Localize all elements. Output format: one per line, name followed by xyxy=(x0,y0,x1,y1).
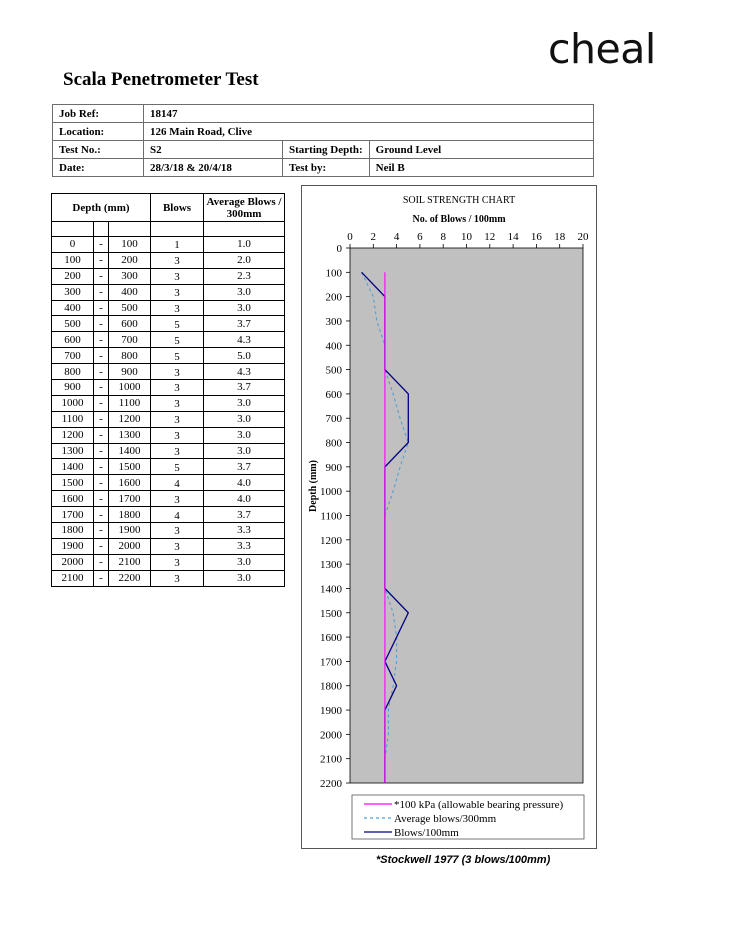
row-depth-to: 1500 xyxy=(109,459,151,475)
row-depth-to: 100 xyxy=(109,237,151,253)
blows-table-spacer xyxy=(52,222,285,237)
job-ref-label: Job Ref: xyxy=(53,105,144,123)
y-tick-label: 2100 xyxy=(320,753,342,766)
y-tick-label: 700 xyxy=(325,413,342,426)
row-depth-to: 200 xyxy=(109,252,151,268)
row-average: 4.3 xyxy=(204,332,285,348)
x-axis-ticks xyxy=(347,231,589,248)
test-no-label: Test No.: xyxy=(53,141,144,159)
row-depth-from: 1600 xyxy=(52,491,94,507)
row-depth-to: 2200 xyxy=(109,570,151,586)
row-blows: 3 xyxy=(151,523,204,539)
table-row xyxy=(52,507,285,523)
blows-table xyxy=(51,193,285,587)
row-average: 3.0 xyxy=(204,300,285,316)
row-depth-from: 500 xyxy=(52,316,94,332)
row-average: 3.0 xyxy=(204,411,285,427)
row-depth-to: 500 xyxy=(109,300,151,316)
x-tick-label: 8 xyxy=(440,231,446,243)
row-average: 5.0 xyxy=(204,348,285,364)
test-info-table xyxy=(52,104,594,177)
header-average: Average Blows / 300mm xyxy=(204,194,285,222)
row-average: 4.0 xyxy=(204,491,285,507)
table-row xyxy=(52,443,285,459)
row-blows: 1 xyxy=(151,237,204,253)
x-tick-label: 20 xyxy=(577,231,589,243)
row-depth-to: 1300 xyxy=(109,427,151,443)
row-depth-to: 1700 xyxy=(109,491,151,507)
row-depth-from: 800 xyxy=(52,364,94,380)
row-blows: 3 xyxy=(151,538,204,554)
blows-table-header xyxy=(52,194,285,222)
row-dash: - xyxy=(94,411,109,427)
starting-depth-value: Ground Level xyxy=(369,141,593,159)
row-depth-to: 1000 xyxy=(109,380,151,396)
x-tick-label: 4 xyxy=(393,231,400,243)
job-ref-value: 18147 xyxy=(144,105,594,123)
x-tick-label: 0 xyxy=(347,231,353,243)
x-tick-label: 6 xyxy=(417,231,423,243)
row-dash: - xyxy=(94,427,109,443)
row-dash: - xyxy=(94,507,109,523)
row-depth-to: 700 xyxy=(109,332,151,348)
table-row xyxy=(52,427,285,443)
table-row xyxy=(52,395,285,411)
starting-depth-label: Starting Depth: xyxy=(283,141,370,159)
row-depth-to: 1600 xyxy=(109,475,151,491)
row-average: 1.0 xyxy=(204,237,285,253)
row-dash: - xyxy=(94,252,109,268)
row-depth-from: 1000 xyxy=(52,395,94,411)
row-depth-from: 400 xyxy=(52,300,94,316)
table-row xyxy=(52,237,285,253)
y-tick-label: 400 xyxy=(325,340,342,353)
table-row xyxy=(52,348,285,364)
row-average: 3.0 xyxy=(204,554,285,570)
table-row xyxy=(52,570,285,586)
row-depth-to: 600 xyxy=(109,316,151,332)
x-tick-label: 18 xyxy=(554,231,566,243)
row-dash: - xyxy=(94,268,109,284)
row-blows: 3 xyxy=(151,252,204,268)
table-row xyxy=(52,364,285,380)
row-blows: 4 xyxy=(151,507,204,523)
row-depth-from: 100 xyxy=(52,252,94,268)
row-depth-from: 600 xyxy=(52,332,94,348)
row-blows: 3 xyxy=(151,268,204,284)
row-dash: - xyxy=(94,380,109,396)
table-row xyxy=(52,538,285,554)
row-blows: 5 xyxy=(151,316,204,332)
row-depth-to: 800 xyxy=(109,348,151,364)
row-dash: - xyxy=(94,316,109,332)
row-average: 3.7 xyxy=(204,380,285,396)
test-no-value: S2 xyxy=(144,141,283,159)
x-tick-label: 16 xyxy=(530,231,542,243)
row-depth-from: 1300 xyxy=(52,443,94,459)
table-row xyxy=(52,268,285,284)
row-blows: 5 xyxy=(151,348,204,364)
table-row xyxy=(52,411,285,427)
y-tick-label: 1200 xyxy=(320,534,342,547)
row-depth-from: 1900 xyxy=(52,538,94,554)
y-tick-label: 1900 xyxy=(320,705,342,718)
row-depth-from: 700 xyxy=(52,348,94,364)
location-value: 126 Main Road, Clive xyxy=(144,123,594,141)
row-average: 4.3 xyxy=(204,364,285,380)
y-tick-label: 2000 xyxy=(320,729,342,742)
y-tick-label: 1100 xyxy=(320,510,342,523)
y-tick-label: 1500 xyxy=(320,607,342,620)
row-depth-to: 400 xyxy=(109,284,151,300)
row-depth-to: 1400 xyxy=(109,443,151,459)
row-blows: 3 xyxy=(151,395,204,411)
x-tick-label: 14 xyxy=(507,231,519,243)
y-tick-label: 300 xyxy=(325,315,342,328)
info-row-location xyxy=(53,123,594,141)
row-blows: 5 xyxy=(151,332,204,348)
table-row xyxy=(52,523,285,539)
company-logo: cheal xyxy=(548,26,656,72)
row-depth-from: 1200 xyxy=(52,427,94,443)
row-depth-from: 2100 xyxy=(52,570,94,586)
x-tick-label: 10 xyxy=(461,231,472,243)
row-dash: - xyxy=(94,237,109,253)
row-depth-to: 2000 xyxy=(109,538,151,554)
location-label: Location: xyxy=(53,123,144,141)
footnote: *Stockwell 1977 (3 blows/100mm) xyxy=(376,854,551,866)
y-tick-label: 500 xyxy=(325,364,342,377)
date-value: 28/3/18 & 20/4/18 xyxy=(144,159,283,177)
row-blows: 3 xyxy=(151,411,204,427)
y-tick-label: 1000 xyxy=(320,486,342,499)
test-by-value: Neil B xyxy=(369,159,593,177)
y-tick-label: 1700 xyxy=(320,656,342,669)
row-average: 3.0 xyxy=(204,427,285,443)
row-average: 3.3 xyxy=(204,538,285,554)
table-row xyxy=(52,252,285,268)
row-dash: - xyxy=(94,459,109,475)
table-row xyxy=(52,380,285,396)
row-depth-to: 1100 xyxy=(109,395,151,411)
y-tick-label: 0 xyxy=(336,243,342,255)
row-average: 3.7 xyxy=(204,459,285,475)
header-depth: Depth (mm) xyxy=(52,194,151,222)
row-blows: 3 xyxy=(151,300,204,316)
chart-x-axis-title: No. of Blows / 100mm xyxy=(412,214,506,225)
row-average: 2.0 xyxy=(204,252,285,268)
row-depth-to: 1900 xyxy=(109,523,151,539)
y-tick-label: 600 xyxy=(325,388,342,401)
row-depth-from: 1800 xyxy=(52,523,94,539)
row-blows: 3 xyxy=(151,554,204,570)
y-tick-label: 800 xyxy=(325,437,342,450)
y-tick-label: 1300 xyxy=(320,559,342,572)
row-depth-from: 1700 xyxy=(52,507,94,523)
row-depth-from: 1400 xyxy=(52,459,94,475)
row-dash: - xyxy=(94,284,109,300)
row-depth-to: 900 xyxy=(109,364,151,380)
row-blows: 3 xyxy=(151,570,204,586)
test-by-label: Test by: xyxy=(283,159,370,177)
row-average: 3.7 xyxy=(204,316,285,332)
row-average: 2.3 xyxy=(204,268,285,284)
row-depth-from: 200 xyxy=(52,268,94,284)
table-row xyxy=(52,316,285,332)
y-tick-label: 1800 xyxy=(320,680,342,693)
row-blows: 4 xyxy=(151,475,204,491)
blows-table-body xyxy=(52,237,285,587)
info-row-date xyxy=(53,159,594,177)
legend-label: Blows/100mm xyxy=(394,827,459,839)
row-dash: - xyxy=(94,348,109,364)
x-tick-label: 12 xyxy=(484,231,496,243)
row-dash: - xyxy=(94,491,109,507)
legend-label: Average blows/300mm xyxy=(394,813,497,825)
row-dash: - xyxy=(94,443,109,459)
chart-svg xyxy=(302,186,596,848)
row-average: 3.3 xyxy=(204,523,285,539)
row-depth-to: 2100 xyxy=(109,554,151,570)
row-depth-to: 1200 xyxy=(109,411,151,427)
row-blows: 3 xyxy=(151,427,204,443)
y-tick-label: 200 xyxy=(325,291,342,304)
y-tick-label: 1600 xyxy=(320,632,342,645)
table-row xyxy=(52,491,285,507)
x-tick-label: 2 xyxy=(370,231,377,243)
row-dash: - xyxy=(94,395,109,411)
header-blows: Blows xyxy=(151,194,204,222)
table-row xyxy=(52,284,285,300)
row-blows: 3 xyxy=(151,443,204,459)
row-dash: - xyxy=(94,570,109,586)
row-dash: - xyxy=(94,538,109,554)
chart-y-axis-title: Depth (mm) xyxy=(308,460,319,512)
row-depth-to: 1800 xyxy=(109,507,151,523)
row-depth-to: 300 xyxy=(109,268,151,284)
row-average: 3.0 xyxy=(204,395,285,411)
y-tick-label: 100 xyxy=(325,267,342,280)
table-row xyxy=(52,332,285,348)
row-dash: - xyxy=(94,523,109,539)
row-average: 4.0 xyxy=(204,475,285,491)
table-row xyxy=(52,300,285,316)
table-row xyxy=(52,475,285,491)
row-blows: 3 xyxy=(151,380,204,396)
legend-label: *100 kPa (allowable bearing pressure) xyxy=(394,799,564,811)
table-row xyxy=(52,459,285,475)
date-label: Date: xyxy=(53,159,144,177)
row-blows: 3 xyxy=(151,491,204,507)
row-depth-from: 0 xyxy=(52,237,94,253)
y-tick-label: 2200 xyxy=(320,778,342,790)
row-average: 3.0 xyxy=(204,284,285,300)
row-depth-from: 1100 xyxy=(52,411,94,427)
row-depth-from: 1500 xyxy=(52,475,94,491)
row-depth-from: 300 xyxy=(52,284,94,300)
chart-title: SOIL STRENGTH CHART xyxy=(402,195,516,206)
table-row xyxy=(52,554,285,570)
soil-strength-chart xyxy=(301,185,597,849)
row-average: 3.0 xyxy=(204,443,285,459)
y-axis-ticks xyxy=(320,243,350,790)
row-blows: 3 xyxy=(151,364,204,380)
row-blows: 3 xyxy=(151,284,204,300)
info-row-job-ref xyxy=(53,105,594,123)
row-blows: 5 xyxy=(151,459,204,475)
row-average: 3.7 xyxy=(204,507,285,523)
row-dash: - xyxy=(94,332,109,348)
info-row-test-no xyxy=(53,141,594,159)
row-dash: - xyxy=(94,364,109,380)
y-tick-label: 900 xyxy=(325,461,342,474)
row-dash: - xyxy=(94,300,109,316)
page-title: Scala Penetrometer Test xyxy=(63,69,259,90)
row-depth-from: 2000 xyxy=(52,554,94,570)
row-dash: - xyxy=(94,554,109,570)
y-tick-label: 1400 xyxy=(320,583,342,596)
row-dash: - xyxy=(94,475,109,491)
row-depth-from: 900 xyxy=(52,380,94,396)
row-average: 3.0 xyxy=(204,570,285,586)
